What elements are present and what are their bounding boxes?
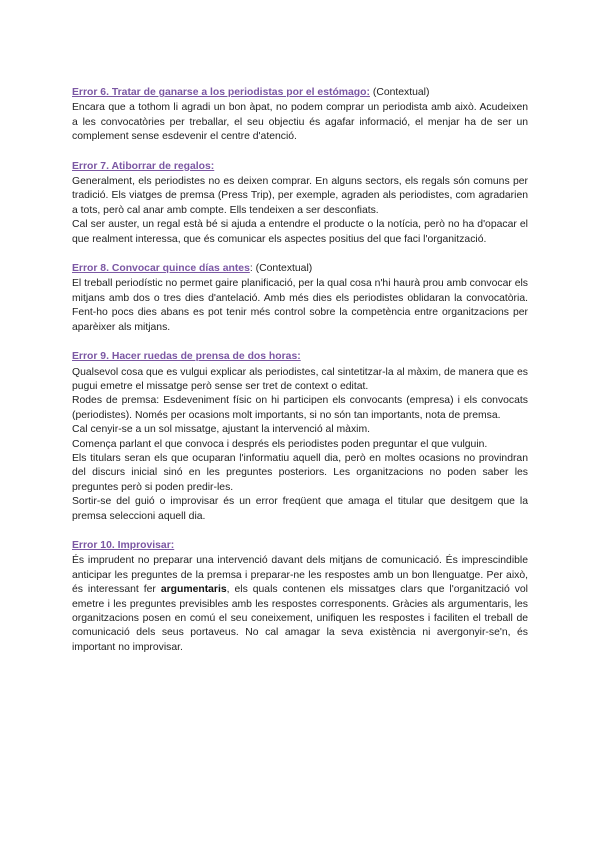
heading-title: Error 10. Improvisar: <box>72 539 175 551</box>
section-error-7 <box>72 160 528 247</box>
paragraph: Generalment, els periodistes no es deixen comprar. En alguns sectors, els regals són comuns per tradició. Els viatges de premsa (Press Trip), per exemple, agraden als periodistes, com agradarien a tots, però cal anar amb compte. Ells tendeixen a ser desconfiats. <box>72 176 528 216</box>
paragraph: Cal ser auster, un regal està bé si ajuda a entendre el producte o la notícia, però no ha d'opacar el que realment interessa, que és comunicar els aspectes positius del que faci l'organització. <box>72 219 528 245</box>
heading-suffix: (Contextual) <box>369 87 430 98</box>
paragraph <box>72 554 528 655</box>
heading-suffix: : (Contextual) <box>249 263 313 275</box>
paragraph-text: És imprudent no preparar una intervenció davant dels mitjans de comunicació. És imprescindible anticipar les preguntes de la premsa i preparar-ne les respostes amb un bon llenguatge. Per això, és interessant fer <box>72 555 528 596</box>
paragraph: Els titulars seran els que ocuparan l'informatiu aquell dia, però en moltes ocasions no provindran del discurs inicial sinó en les preguntes posteriors. Les organitzacions no poden saber les preguntes però si poden predir-les. <box>72 452 528 493</box>
bold-term: argumentaris <box>160 584 227 596</box>
heading-title: Error 6. Tratar de ganarse a los periodistas por el estómago: <box>72 87 370 98</box>
paragraph: Sortir-se del guió o improvisar és un error freqüent que amaga el titular que desitgem que la premsa seleccioni aquell dia. <box>72 496 528 522</box>
heading-title: Error 7. Atiborrar de regalos: <box>72 160 215 172</box>
section-error-6 <box>72 86 528 145</box>
paragraph: Encara que a tothom li agradi un bon àpat, no podem comprar un periodista amb això. Acudeixen a les convocatòries per treballar, el seu objectiu és agafar informació, el menjar ha de ser un complement sense esdevenir el centre d'atenció. <box>72 102 528 143</box>
paragraph: Cal cenyir-se a un sol missatge, ajustant la intervenció al màxim. <box>72 424 370 436</box>
section-heading <box>72 350 528 364</box>
heading-title: Error 9. Hacer ruedas de prensa de dos horas: <box>72 351 301 363</box>
section-heading <box>72 160 528 174</box>
section-error-8 <box>72 262 528 335</box>
paragraph: Comença parlant el que convoca i després els periodistes poden preguntar el que vulguin. <box>72 438 488 450</box>
heading-title: Error 8. Convocar quince días antes <box>72 263 250 275</box>
paragraph: El treball periodístic no permet gaire planificació, per la qual cosa n'hi haurà prou amb convocar els mitjans amb dos o tres dies d'antelació. Amb més dies els periodistes oblidaran la convocatòria. Fent-ho pocs dies abans es pot tenir més control sobre la competència entre organitzacions per aparèixer als mitjans. <box>72 278 528 333</box>
paragraph-text: , els quals contenen els missatges clars que l'organització vol emetre i les preguntes previsibles amb les respostes corresponents. Gràcies als argumentaris, les organitzacions posen en comú el seu coneixement, unifiquen les respostes i faciliten el treball de comunicació dels seus portaveus. No cal amagar la seva existència ni avergonyir-se'n, és important no improvisar. <box>72 584 528 653</box>
section-heading <box>72 86 528 100</box>
section-error-9 <box>72 350 528 524</box>
section-heading <box>72 539 528 553</box>
document-page <box>72 86 528 670</box>
paragraph: Rodes de premsa: Esdeveniment físic on hi participen els convocants (empresa) i els convocats (periodistes). Només per ocasions molt importants, si no són tan importants, nota de premsa. <box>72 395 528 421</box>
section-heading <box>72 262 528 276</box>
paragraph: Qualsevol cosa que es vulgui explicar als periodistes, cal sintetitzar-la al màxim, de manera que es pugui emetre el missatge però sense ser tret de context o editat. <box>72 366 528 392</box>
section-error-10 <box>72 539 528 655</box>
